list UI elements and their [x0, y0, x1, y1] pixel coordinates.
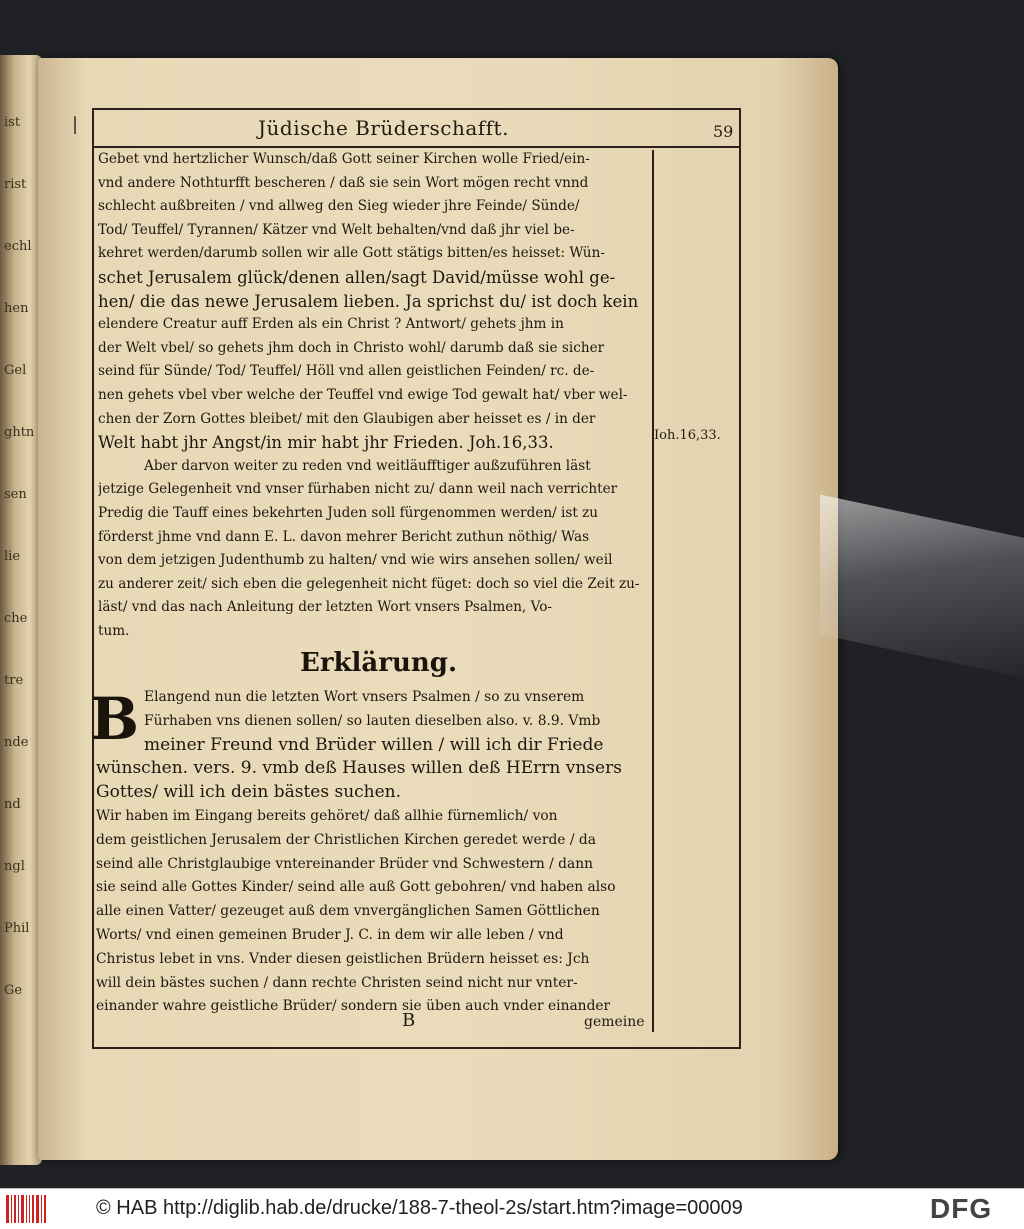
section-heading: Erklärung. [300, 648, 457, 678]
text-line: Gottes/ will ich dein bästes suchen. [96, 782, 402, 803]
leaf-fragment: lie [4, 549, 21, 564]
text-line: schet Jerusalem glück/denen allen/sagt David/müsse wohl ge- [98, 267, 616, 287]
facing-page-edge [0, 55, 42, 1165]
leaf-fragment: che [4, 611, 28, 626]
text-line: meiner Freund vnd Brüder willen / will ich dir Friede [144, 734, 604, 755]
leaf-fragment: Ge [4, 983, 23, 998]
barcode-bar [6, 1195, 9, 1223]
leaf-fragment: nd [4, 797, 21, 812]
text-line: jetzige Gelegenheit vnd vnser fürhaben nicht zu/ dann weil nach verrichter [98, 481, 618, 498]
text-line: seind für Sünde/ Tod/ Teuffel/ Höll vnd allen geistlichen Feinden/ rc. de- [98, 363, 595, 380]
barcode-bar [44, 1195, 46, 1223]
text-line: zu anderer zeit/ sich eben die gelegenheit nicht füget: doch so viel die Zeit zu- [98, 575, 640, 592]
text-line: will dein bästes suchen / dann rechte Christen seind nicht nur vnter- [96, 974, 578, 991]
text-line: der Welt vbel/ so gehets jhm doch in Christo wohl/ darumb daß sie sicher [98, 339, 605, 356]
barcode-bar [41, 1195, 42, 1223]
text-line: tum. [98, 622, 130, 639]
leaf-fragment: Gel [4, 363, 27, 378]
text-line: Wir haben im Eingang bereits gehöret/ daß allhie fürnemlich/ von [96, 807, 558, 824]
text-line: seind alle Christglaubige vntereinander Brüder vnd Schwestern / dann [96, 855, 594, 872]
text-line: elendere Creatur auff Erden als ein Christ ? Antwort/ gehets jhm in [98, 316, 564, 333]
barcode-bar [32, 1195, 34, 1223]
margin-note: Ioh.16,33. [654, 428, 721, 443]
signature-mark: B [402, 1010, 416, 1031]
leaf-fragment: tre [4, 673, 24, 688]
leaf-fragment: hen [4, 301, 29, 316]
text-line: wünschen. vers. 9. vmb deß Hauses willen deß HErrn vnsers [96, 758, 622, 779]
text-line: sie seind alle Gottes Kinder/ seind alle auß Gott gebohren/ vnd haben also [96, 879, 616, 896]
page-number: 59 [713, 122, 734, 141]
barcode-icon [6, 1195, 46, 1223]
body-text-upper [98, 148, 653, 643]
leaf-fragment: nde [4, 735, 29, 750]
body-text-lower [96, 686, 652, 1019]
text-line: Elangend nun die letzten Wort vnsers Psalmen / so zu vnserem [144, 689, 585, 705]
drop-cap: B [90, 685, 140, 753]
text-line: läst/ vnd das nach Anleitung der letzten Wort vnsers Psalmen, Vo- [98, 599, 553, 616]
viewer-footer [0, 1188, 1024, 1229]
text-line: alle einen Vatter/ gezeuget auß dem vnvergänglichen Samen Göttlichen [96, 903, 600, 920]
leaf-fragment: rist [4, 177, 27, 192]
barcode-bar [11, 1195, 12, 1223]
text-line: einander wahre geistliche Brüder/ sondern sie üben auch vnder einander [96, 998, 611, 1015]
text-line: schlecht außbreiten / vnd allweg den Sieg wieder jhre Feinde/ Sünde/ [98, 198, 580, 215]
text-line: hen/ die das newe Jerusalem lieben. Ja sprichst du/ ist doch kein [98, 291, 639, 311]
text-line: Christus lebet in vns. Vnder diesen geistlichen Brüdern heisset es: Jch [96, 950, 590, 967]
text-line: Welt habt jhr Angst/in mir habt jhr Frieden. Joh.16,33. [98, 433, 554, 453]
barcode-bar [18, 1195, 19, 1223]
text-line: Fürhaben vns dienen sollen/ so lauten dieselben also. v. 8.9. Vmb [144, 712, 601, 729]
dfg-logo: DFG [930, 1193, 993, 1224]
running-head: Jüdische Brüderschafft. [258, 116, 509, 140]
light-glare [820, 494, 1024, 685]
text-line: vnd andere Nothturfft bescheren / daß sie sein Wort mögen recht vnnd [98, 174, 589, 191]
text-line: von dem jetzigen Judenthumb zu halten/ vnd wie wirs ansehen sollen/ weil [98, 552, 613, 569]
text-line: nen gehets vbel vber welche der Teuffel vnd ewige Tod gewalt hat/ vber wel- [98, 386, 628, 403]
text-line: Tod/ Teuffel/ Tyrannen/ Kätzer vnd Welt behalten/vnd daß jhr viel be- [98, 221, 575, 238]
leaf-fragment: ghtn [4, 425, 35, 440]
text-line: Predig die Tauff eines bekehrten Juden soll fürgenommen werden/ ist zu [98, 504, 599, 521]
left-tick-mark: | [72, 114, 79, 135]
text-line: Worts/ vnd einen gemeinen Bruder J. C. in dem wir alle leben / vnd [96, 926, 564, 943]
text-line: kehret werden/darumb sollen wir alle Gott stätigs bitten/es heisset: Wün- [98, 245, 605, 262]
leaf-fragment: Phil [4, 921, 30, 936]
text-line: Aber darvon weiter zu reden vnd weitläufftiger außzuführen läst [144, 457, 591, 474]
barcode-bar [36, 1195, 39, 1223]
text-line: dem geistlichen Jerusalem der Christlichen Kirchen geredet werde / da [96, 831, 596, 848]
barcode-bar [29, 1195, 30, 1223]
text-line: Gebet vnd hertzlicher Wunsch/daß Gott seiner Kirchen wolle Fried/ein- [98, 151, 590, 167]
text-line: förderst jhme vnd dann E. L. davon mehrer Bericht zuthun nöthig/ Was [98, 528, 590, 545]
source-link[interactable]: © HAB http://diglib.hab.de/drucke/188-7-theol-2s/start.htm?image=00009 [96, 1197, 743, 1219]
leaf-fragment: ist [4, 115, 21, 130]
catchword: gemeine [584, 1014, 645, 1030]
barcode-bar [26, 1195, 28, 1223]
barcode-bar [21, 1195, 24, 1223]
leaf-fragment: ngl [4, 859, 25, 874]
leaf-fragment: sen [4, 487, 27, 502]
barcode-bar [14, 1195, 16, 1223]
text-line: chen der Zorn Gottes bleibet/ mit den Glaubigen aber heisset es / in der [98, 410, 596, 427]
leaf-fragment: echl [4, 239, 32, 254]
